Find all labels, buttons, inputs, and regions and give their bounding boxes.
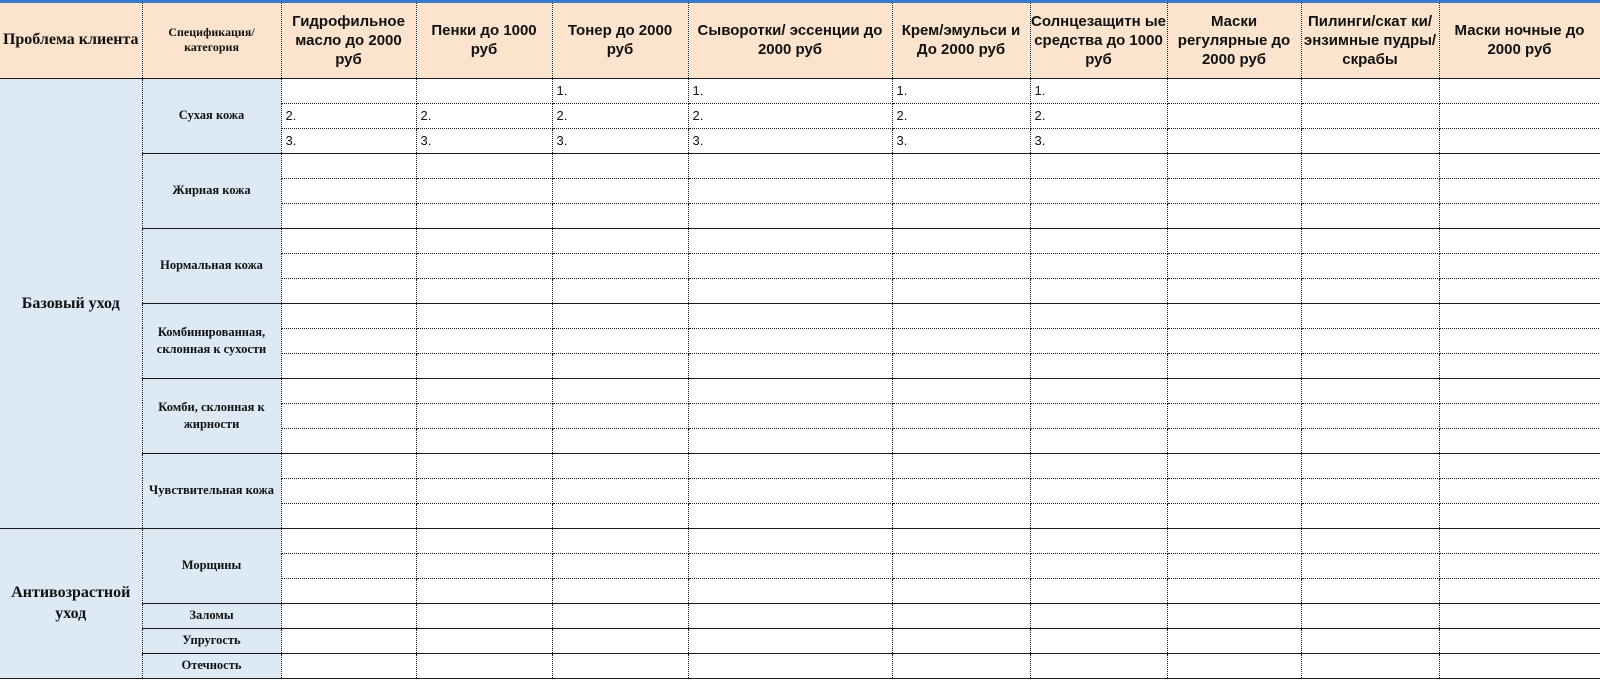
table-cell[interactable]	[1301, 453, 1439, 478]
table-cell[interactable]	[1167, 153, 1301, 178]
table-cell[interactable]	[1167, 653, 1301, 678]
table-cell[interactable]	[892, 528, 1030, 553]
table-cell[interactable]	[1439, 178, 1600, 203]
table-cell[interactable]	[688, 578, 892, 603]
table-cell[interactable]	[416, 603, 552, 628]
table-cell[interactable]	[1301, 378, 1439, 403]
table-cell[interactable]	[892, 453, 1030, 478]
table-cell[interactable]	[1301, 78, 1439, 103]
table-cell[interactable]	[416, 153, 552, 178]
table-cell[interactable]	[1439, 303, 1600, 328]
table-cell[interactable]	[1167, 428, 1301, 453]
table-cell[interactable]	[552, 503, 688, 528]
table-cell[interactable]	[1167, 178, 1301, 203]
header-cream[interactable]: Крем/эмульси и До 2000 руб	[892, 3, 1030, 78]
table-row	[0, 303, 1600, 328]
table-cell[interactable]	[552, 328, 688, 353]
table-cell[interactable]	[1030, 403, 1167, 428]
table-cell[interactable]	[1167, 553, 1301, 578]
table-cell[interactable]	[892, 228, 1030, 253]
table-cell[interactable]: 3.	[281, 128, 416, 153]
table-cell[interactable]	[552, 303, 688, 328]
table-row	[0, 78, 1600, 103]
table-cell[interactable]	[1167, 203, 1301, 228]
table-cell[interactable]	[1167, 78, 1301, 103]
table-cell[interactable]	[1301, 328, 1439, 353]
table-cell[interactable]	[1439, 453, 1600, 478]
table-cell[interactable]	[416, 253, 552, 278]
product-matrix-table	[0, 3, 1600, 679]
table-cell[interactable]	[892, 178, 1030, 203]
table-cell[interactable]	[281, 528, 416, 553]
table-cell[interactable]	[1030, 578, 1167, 603]
table-cell[interactable]	[416, 378, 552, 403]
table-cell[interactable]	[1030, 178, 1167, 203]
table-cell[interactable]	[281, 153, 416, 178]
table-row	[0, 153, 1600, 178]
table-cell[interactable]	[1301, 103, 1439, 128]
table-cell[interactable]	[688, 403, 892, 428]
table-cell[interactable]	[688, 628, 892, 653]
table-cell[interactable]	[552, 178, 688, 203]
table-cell[interactable]	[1439, 228, 1600, 253]
table-cell[interactable]	[1167, 128, 1301, 153]
table-cell[interactable]	[1301, 628, 1439, 653]
header-sunscreen[interactable]: Солнцезащитн ые средства до 1000 руб	[1030, 3, 1167, 78]
table-cell[interactable]	[1301, 178, 1439, 203]
table-cell[interactable]	[281, 228, 416, 253]
table-cell[interactable]	[892, 303, 1030, 328]
table-cell[interactable]	[1167, 353, 1301, 378]
table-cell[interactable]	[281, 478, 416, 503]
table-cell[interactable]	[281, 503, 416, 528]
table-cell[interactable]	[281, 603, 416, 628]
table-cell[interactable]	[1301, 353, 1439, 378]
table-cell[interactable]	[281, 553, 416, 578]
table-cell[interactable]	[281, 303, 416, 328]
table-cell[interactable]	[552, 228, 688, 253]
table-cell[interactable]	[416, 628, 552, 653]
table-cell[interactable]	[1030, 353, 1167, 378]
table-cell[interactable]	[1030, 628, 1167, 653]
table-cell[interactable]	[1439, 428, 1600, 453]
table-cell[interactable]	[1167, 228, 1301, 253]
header-client-problem[interactable]: Проблема клиента	[0, 3, 142, 78]
table-cell[interactable]	[1167, 278, 1301, 303]
table-cell[interactable]	[552, 553, 688, 578]
table-cell[interactable]	[892, 378, 1030, 403]
sub-wrinkles[interactable]: Морщины	[142, 528, 281, 603]
table-cell[interactable]	[688, 553, 892, 578]
table-cell[interactable]	[1439, 128, 1600, 153]
sub-combo-dry[interactable]: Комбинированная, склонная к сухости	[142, 303, 281, 378]
table-cell[interactable]	[552, 378, 688, 403]
table-cell[interactable]	[281, 628, 416, 653]
table-cell[interactable]	[892, 153, 1030, 178]
table-cell[interactable]	[1030, 228, 1167, 253]
sub-combo-oily[interactable]: Комби, склонная к жирности	[142, 378, 281, 453]
table-row	[0, 453, 1600, 478]
table-cell[interactable]	[1301, 403, 1439, 428]
table-cell[interactable]	[552, 578, 688, 603]
table-cell[interactable]	[1439, 653, 1600, 678]
table-cell[interactable]	[1030, 428, 1167, 453]
sub-sensitive-skin[interactable]: Чувствительная кожа	[142, 453, 281, 528]
category-basic-care[interactable]: Базовый уход	[0, 78, 142, 528]
table-cell[interactable]	[416, 553, 552, 578]
table-cell[interactable]	[552, 203, 688, 228]
table-cell[interactable]	[1439, 628, 1600, 653]
table-cell[interactable]	[688, 378, 892, 403]
table-cell[interactable]	[1167, 628, 1301, 653]
table-cell[interactable]	[688, 528, 892, 553]
table-cell[interactable]	[1301, 203, 1439, 228]
table-cell[interactable]	[416, 528, 552, 553]
table-cell[interactable]: 2.	[552, 103, 688, 128]
table-cell[interactable]	[1301, 228, 1439, 253]
table-cell[interactable]	[1030, 378, 1167, 403]
table-cell[interactable]	[281, 653, 416, 678]
table-cell[interactable]	[416, 653, 552, 678]
table-cell[interactable]: 2.	[281, 103, 416, 128]
table-cell[interactable]	[1030, 478, 1167, 503]
table-cell[interactable]	[552, 453, 688, 478]
spreadsheet-grid[interactable]	[0, 3, 1600, 698]
table-cell[interactable]	[1030, 653, 1167, 678]
table-cell[interactable]	[688, 278, 892, 303]
table-cell[interactable]	[892, 203, 1030, 228]
table-cell[interactable]	[1301, 153, 1439, 178]
table-cell[interactable]	[281, 403, 416, 428]
table-cell[interactable]	[688, 253, 892, 278]
sub-dry-skin[interactable]: Сухая кожа	[142, 78, 281, 153]
table-cell[interactable]	[1301, 603, 1439, 628]
table-cell[interactable]	[688, 303, 892, 328]
table-cell[interactable]	[1167, 303, 1301, 328]
table-cell[interactable]	[552, 353, 688, 378]
table-cell[interactable]	[688, 428, 892, 453]
table-cell[interactable]	[1439, 478, 1600, 503]
table-cell[interactable]: 1.	[1030, 78, 1167, 103]
table-cell[interactable]	[416, 328, 552, 353]
table-cell[interactable]	[1301, 528, 1439, 553]
table-cell[interactable]	[1030, 203, 1167, 228]
sub-normal-skin[interactable]: Нормальная кожа	[142, 228, 281, 303]
table-cell[interactable]	[552, 153, 688, 178]
table-cell[interactable]	[281, 378, 416, 403]
table-row	[0, 653, 1600, 678]
table-cell[interactable]: 2.	[416, 103, 552, 128]
header-night-masks[interactable]: Маски ночные до 2000 руб	[1439, 3, 1600, 78]
header-specification[interactable]: Спецификация/категория	[142, 3, 281, 78]
table-cell[interactable]	[281, 328, 416, 353]
table-cell[interactable]	[1167, 578, 1301, 603]
table-cell[interactable]	[1030, 503, 1167, 528]
table-cell[interactable]	[1030, 278, 1167, 303]
table-cell[interactable]	[1439, 403, 1600, 428]
table-cell[interactable]: 3.	[1030, 128, 1167, 153]
table-cell[interactable]	[1301, 553, 1439, 578]
table-cell[interactable]	[1167, 103, 1301, 128]
table-cell[interactable]	[892, 428, 1030, 453]
header-foams[interactable]: Пенки до 1000 руб	[416, 3, 552, 78]
table-cell[interactable]	[281, 278, 416, 303]
table-cell[interactable]	[1301, 478, 1439, 503]
table-cell[interactable]	[892, 278, 1030, 303]
table-cell[interactable]: 1.	[892, 78, 1030, 103]
table-cell[interactable]	[1439, 553, 1600, 578]
table-cell[interactable]	[1301, 303, 1439, 328]
sub-puffiness[interactable]: Отечность	[142, 653, 281, 678]
table-cell[interactable]	[892, 328, 1030, 353]
table-cell[interactable]	[688, 653, 892, 678]
table-cell[interactable]	[1439, 328, 1600, 353]
table-cell[interactable]	[688, 153, 892, 178]
table-cell[interactable]	[1030, 303, 1167, 328]
table-cell[interactable]	[892, 628, 1030, 653]
table-cell[interactable]	[1030, 253, 1167, 278]
table-cell[interactable]: 3.	[688, 128, 892, 153]
table-cell[interactable]: 3.	[416, 128, 552, 153]
table-cell[interactable]	[1167, 603, 1301, 628]
table-cell[interactable]	[552, 253, 688, 278]
header-toner[interactable]: Тонер до 2000 руб	[552, 3, 688, 78]
table-cell[interactable]	[892, 653, 1030, 678]
table-cell[interactable]: 3.	[552, 128, 688, 153]
table-cell[interactable]	[281, 453, 416, 478]
table-cell[interactable]	[1167, 378, 1301, 403]
header-regular-masks[interactable]: Маски регулярные до 2000 руб	[1167, 3, 1301, 78]
category-anti-age-care[interactable]: Антивозрастной уход	[0, 528, 142, 678]
table-cell[interactable]	[552, 653, 688, 678]
table-cell[interactable]	[1439, 153, 1600, 178]
table-cell[interactable]	[552, 278, 688, 303]
table-cell[interactable]	[892, 578, 1030, 603]
table-cell[interactable]	[416, 453, 552, 478]
table-cell[interactable]	[416, 403, 552, 428]
table-cell[interactable]	[1301, 278, 1439, 303]
table-cell[interactable]	[892, 503, 1030, 528]
table-cell[interactable]	[1167, 453, 1301, 478]
table-cell[interactable]	[1030, 453, 1167, 478]
table-cell[interactable]	[1167, 503, 1301, 528]
table-row	[0, 528, 1600, 553]
table-row	[0, 378, 1600, 403]
table-cell[interactable]	[1030, 153, 1167, 178]
table-cell[interactable]	[416, 178, 552, 203]
table-cell[interactable]	[1439, 253, 1600, 278]
table-cell[interactable]: 2.	[892, 103, 1030, 128]
table-cell[interactable]	[1030, 328, 1167, 353]
table-cell[interactable]	[688, 603, 892, 628]
table-cell[interactable]	[281, 203, 416, 228]
table-cell[interactable]	[1439, 353, 1600, 378]
table-row	[0, 628, 1600, 653]
table-cell[interactable]: 3.	[892, 128, 1030, 153]
table-cell[interactable]	[688, 478, 892, 503]
table-cell[interactable]	[1439, 528, 1600, 553]
table-cell[interactable]	[1030, 603, 1167, 628]
table-cell[interactable]: 1.	[688, 78, 892, 103]
table-cell[interactable]	[892, 478, 1030, 503]
table-cell[interactable]	[1439, 278, 1600, 303]
table-cell[interactable]	[1439, 603, 1600, 628]
table-cell[interactable]	[416, 78, 552, 103]
table-cell[interactable]	[892, 403, 1030, 428]
table-cell[interactable]	[892, 353, 1030, 378]
table-cell[interactable]	[688, 178, 892, 203]
table-cell[interactable]: 1.	[552, 78, 688, 103]
sub-elasticity[interactable]: Упругость	[142, 628, 281, 653]
table-cell[interactable]	[416, 503, 552, 528]
table-cell[interactable]	[1301, 253, 1439, 278]
table-cell[interactable]	[1439, 78, 1600, 103]
table-cell[interactable]	[1167, 478, 1301, 503]
table-cell[interactable]	[688, 353, 892, 378]
table-cell[interactable]	[1301, 503, 1439, 528]
table-cell[interactable]	[416, 478, 552, 503]
table-cell[interactable]	[416, 228, 552, 253]
table-cell[interactable]	[892, 253, 1030, 278]
table-cell[interactable]	[688, 453, 892, 478]
table-cell[interactable]	[892, 603, 1030, 628]
table-cell[interactable]	[1167, 253, 1301, 278]
table-cell[interactable]	[1301, 428, 1439, 453]
header-serums[interactable]: Сыворотки/ эссенции до 2000 руб	[688, 3, 892, 78]
table-cell[interactable]	[416, 278, 552, 303]
table-cell[interactable]: 2.	[688, 103, 892, 128]
sub-creases[interactable]: Заломы	[142, 603, 281, 628]
table-cell[interactable]	[1439, 103, 1600, 128]
table-cell[interactable]	[552, 428, 688, 453]
table-cell[interactable]	[281, 253, 416, 278]
table-cell[interactable]	[1167, 528, 1301, 553]
table-cell[interactable]	[1439, 578, 1600, 603]
table-cell[interactable]	[281, 178, 416, 203]
table-cell[interactable]	[416, 353, 552, 378]
table-cell[interactable]	[552, 403, 688, 428]
table-cell[interactable]	[552, 628, 688, 653]
table-cell[interactable]	[1030, 528, 1167, 553]
table-cell[interactable]	[416, 428, 552, 453]
table-cell[interactable]	[281, 428, 416, 453]
table-cell[interactable]	[688, 228, 892, 253]
table-row	[0, 228, 1600, 253]
table-cell[interactable]	[688, 203, 892, 228]
table-cell[interactable]	[1301, 653, 1439, 678]
table-cell[interactable]	[1030, 553, 1167, 578]
table-cell[interactable]	[1439, 203, 1600, 228]
table-cell[interactable]	[1439, 378, 1600, 403]
table-cell[interactable]: 2.	[1030, 103, 1167, 128]
table-cell[interactable]	[1167, 403, 1301, 428]
table-cell[interactable]	[1301, 578, 1439, 603]
table-cell[interactable]	[281, 353, 416, 378]
table-cell[interactable]	[688, 328, 892, 353]
header-hydrophilic-oil[interactable]: Гидрофильное масло до 2000 руб	[281, 3, 416, 78]
table-cell[interactable]	[1301, 128, 1439, 153]
table-cell[interactable]	[416, 303, 552, 328]
table-cell[interactable]	[892, 553, 1030, 578]
table-cell[interactable]	[1167, 328, 1301, 353]
table-cell[interactable]	[552, 478, 688, 503]
header-row	[0, 3, 1600, 78]
table-cell[interactable]	[416, 203, 552, 228]
table-cell[interactable]	[552, 528, 688, 553]
table-cell[interactable]	[281, 78, 416, 103]
table-cell[interactable]	[552, 603, 688, 628]
table-row	[0, 603, 1600, 628]
table-cell[interactable]	[688, 503, 892, 528]
table-cell[interactable]	[416, 578, 552, 603]
table-cell[interactable]	[281, 578, 416, 603]
header-peelings[interactable]: Пилинги/скат ки/ энзимные пудры/скрабы	[1301, 3, 1439, 78]
sub-oily-skin[interactable]: Жирная кожа	[142, 153, 281, 228]
table-cell[interactable]	[1439, 503, 1600, 528]
